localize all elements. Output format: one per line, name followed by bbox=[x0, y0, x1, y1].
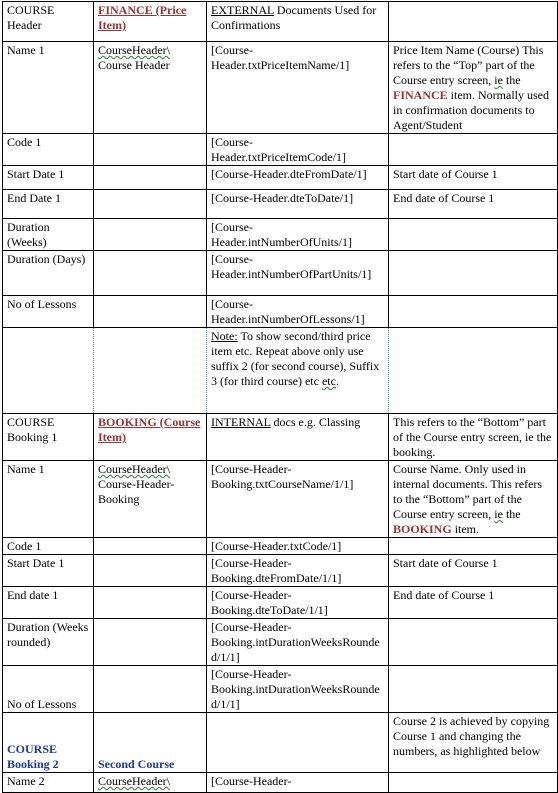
empty-cell bbox=[389, 328, 558, 414]
table-row bbox=[3, 42, 558, 134]
note-cell: Course Name. Only used in internal documents. This refers to the “Bottom” part of the Course entry screen, ie the BOOKING item. bbox=[389, 461, 558, 538]
table-row bbox=[3, 555, 558, 587]
document-page bbox=[2, 1, 557, 793]
field-cell: Start Date 1 bbox=[3, 166, 94, 190]
note-row bbox=[3, 328, 558, 414]
source-cell bbox=[94, 619, 207, 666]
header-cell bbox=[94, 2, 207, 42]
note-cell bbox=[389, 773, 558, 793]
field-cell: Name 2 bbox=[3, 773, 94, 793]
source-cell bbox=[94, 166, 207, 190]
repeat-note: Note: To show second/third price item etc. Repeat above only use suffix 2 (for second course), Suffix 3 (for third course) etc etc. bbox=[207, 328, 389, 414]
table-row bbox=[3, 587, 558, 619]
table-row bbox=[3, 773, 558, 793]
merge-cell: [Course-Header-Booking.dteToDate/1/1] bbox=[207, 587, 389, 619]
field-cell: Start Date 1 bbox=[3, 555, 94, 587]
note-cell: Start date of Course 1 bbox=[389, 166, 558, 190]
header-cell: INTERNAL docs e.g. Classing bbox=[207, 414, 389, 461]
header-cell: COURSE Header bbox=[3, 2, 94, 42]
merge-cell: [Course-Header.txtPriceItemCode/1] bbox=[207, 134, 389, 166]
finance-heading: FINANCE (Price Item) bbox=[98, 3, 187, 32]
source-cell bbox=[94, 219, 207, 251]
header-cell bbox=[389, 2, 558, 42]
source-cell bbox=[94, 134, 207, 166]
merge-cell: [Course-Header.intNumberOfLessons/1] bbox=[207, 296, 389, 328]
field-cell: Duration (Weeks rounded) bbox=[3, 619, 94, 666]
merge-cell: [Course-Header.txtPriceItemName/1] bbox=[207, 42, 389, 134]
table-row bbox=[3, 538, 558, 555]
merge-cell: [Course-Header.dteFromDate/1] bbox=[207, 166, 389, 190]
table-row bbox=[3, 461, 558, 538]
note-cell: Price Item Name (Course) This refers to the “Top” part of the Course entry screen, ie the FINANCE item. Normally used in confirmation documents to Agent/Student bbox=[389, 42, 558, 134]
note-cell: Course 2 is achieved by copying Course 1 and changing the numbers, as highlighted below bbox=[389, 713, 558, 773]
merge-cell: [Course-Header.intNumberOfPartUnits/1] bbox=[207, 251, 389, 296]
table-row bbox=[3, 666, 558, 713]
note-label: Note: bbox=[211, 329, 238, 343]
empty-cell bbox=[94, 328, 207, 414]
field-cell: End Date 1 bbox=[3, 190, 94, 219]
note-cell bbox=[389, 251, 558, 296]
merge-cell: [Course-Header-Booking.intDurationWeeksRounded/1/1] bbox=[207, 666, 389, 713]
note-cell: End date of Course 1 bbox=[389, 587, 558, 619]
field-cell: Duration (Weeks) bbox=[3, 219, 94, 251]
internal-label: INTERNAL bbox=[211, 415, 271, 429]
source-cell bbox=[94, 538, 207, 555]
empty-cell bbox=[3, 328, 94, 414]
booking-header-row bbox=[3, 414, 558, 461]
table-row bbox=[3, 251, 558, 296]
merge-cell: [Course-Header-Booking.txtCourseName/1/1] bbox=[207, 461, 389, 538]
booking-heading: BOOKING (Course Item) bbox=[98, 415, 201, 444]
field-cell: Code 1 bbox=[3, 538, 94, 555]
note-cell bbox=[389, 538, 558, 555]
source-cell bbox=[94, 296, 207, 328]
source-cell bbox=[94, 587, 207, 619]
table-row bbox=[3, 619, 558, 666]
header-cell: This refers to the “Bottom” part of the Course entry screen, ie the booking. bbox=[389, 414, 558, 461]
external-label: EXTERNAL bbox=[211, 3, 274, 17]
table-row bbox=[3, 219, 558, 251]
note-cell bbox=[389, 219, 558, 251]
field-cell: End date 1 bbox=[3, 587, 94, 619]
field-cell: Code 1 bbox=[3, 134, 94, 166]
course2-heading: COURSE Booking 2 bbox=[3, 713, 94, 773]
field-cell: Duration (Days) bbox=[3, 251, 94, 296]
merge-cell: [Course-Header.intNumberOfUnits/1] bbox=[207, 219, 389, 251]
note-cell bbox=[389, 134, 558, 166]
field-cell: No of Lessons bbox=[3, 296, 94, 328]
source-cell bbox=[94, 555, 207, 587]
source-cell bbox=[94, 251, 207, 296]
source-cell: CourseHeader\ Course-Header-Booking bbox=[94, 461, 207, 538]
source-cell: CourseHeader\ Course Header bbox=[94, 42, 207, 134]
field-cell: No of Lessons bbox=[3, 666, 94, 713]
note-cell bbox=[389, 619, 558, 666]
table-header-row bbox=[3, 2, 558, 42]
merge-cell bbox=[207, 713, 389, 773]
header-cell bbox=[94, 414, 207, 461]
source-cell: CourseHeader\ bbox=[94, 773, 207, 793]
note-cell: Start date of Course 1 bbox=[389, 555, 558, 587]
header-cell: COURSE Booking 1 bbox=[3, 414, 94, 461]
note-cell bbox=[389, 296, 558, 328]
note-cell: End date of Course 1 bbox=[389, 190, 558, 219]
field-cell: Name 1 bbox=[3, 42, 94, 134]
table-row bbox=[3, 190, 558, 219]
source-cell bbox=[94, 190, 207, 219]
field-cell: Name 1 bbox=[3, 461, 94, 538]
merge-cell: [Course-Header-Booking.dteFromDate/1/1] bbox=[207, 555, 389, 587]
merge-cell: [Course-Header.dteToDate/1] bbox=[207, 190, 389, 219]
source-cell bbox=[94, 666, 207, 713]
merge-field-table bbox=[2, 1, 558, 793]
second-course-label: Second Course bbox=[94, 713, 207, 773]
merge-cell: [Course-Header- bbox=[207, 773, 389, 793]
course2-row bbox=[3, 713, 558, 773]
table-row bbox=[3, 296, 558, 328]
merge-cell: [Course-Header-Booking.intDurationWeeksRounded/1/1] bbox=[207, 619, 389, 666]
note-cell bbox=[389, 666, 558, 713]
table-row bbox=[3, 134, 558, 166]
table-row bbox=[3, 166, 558, 190]
header-cell: EXTERNAL Documents Used for Confirmations bbox=[207, 2, 389, 42]
merge-cell: [Course-Header.txtCode/1] bbox=[207, 538, 389, 555]
